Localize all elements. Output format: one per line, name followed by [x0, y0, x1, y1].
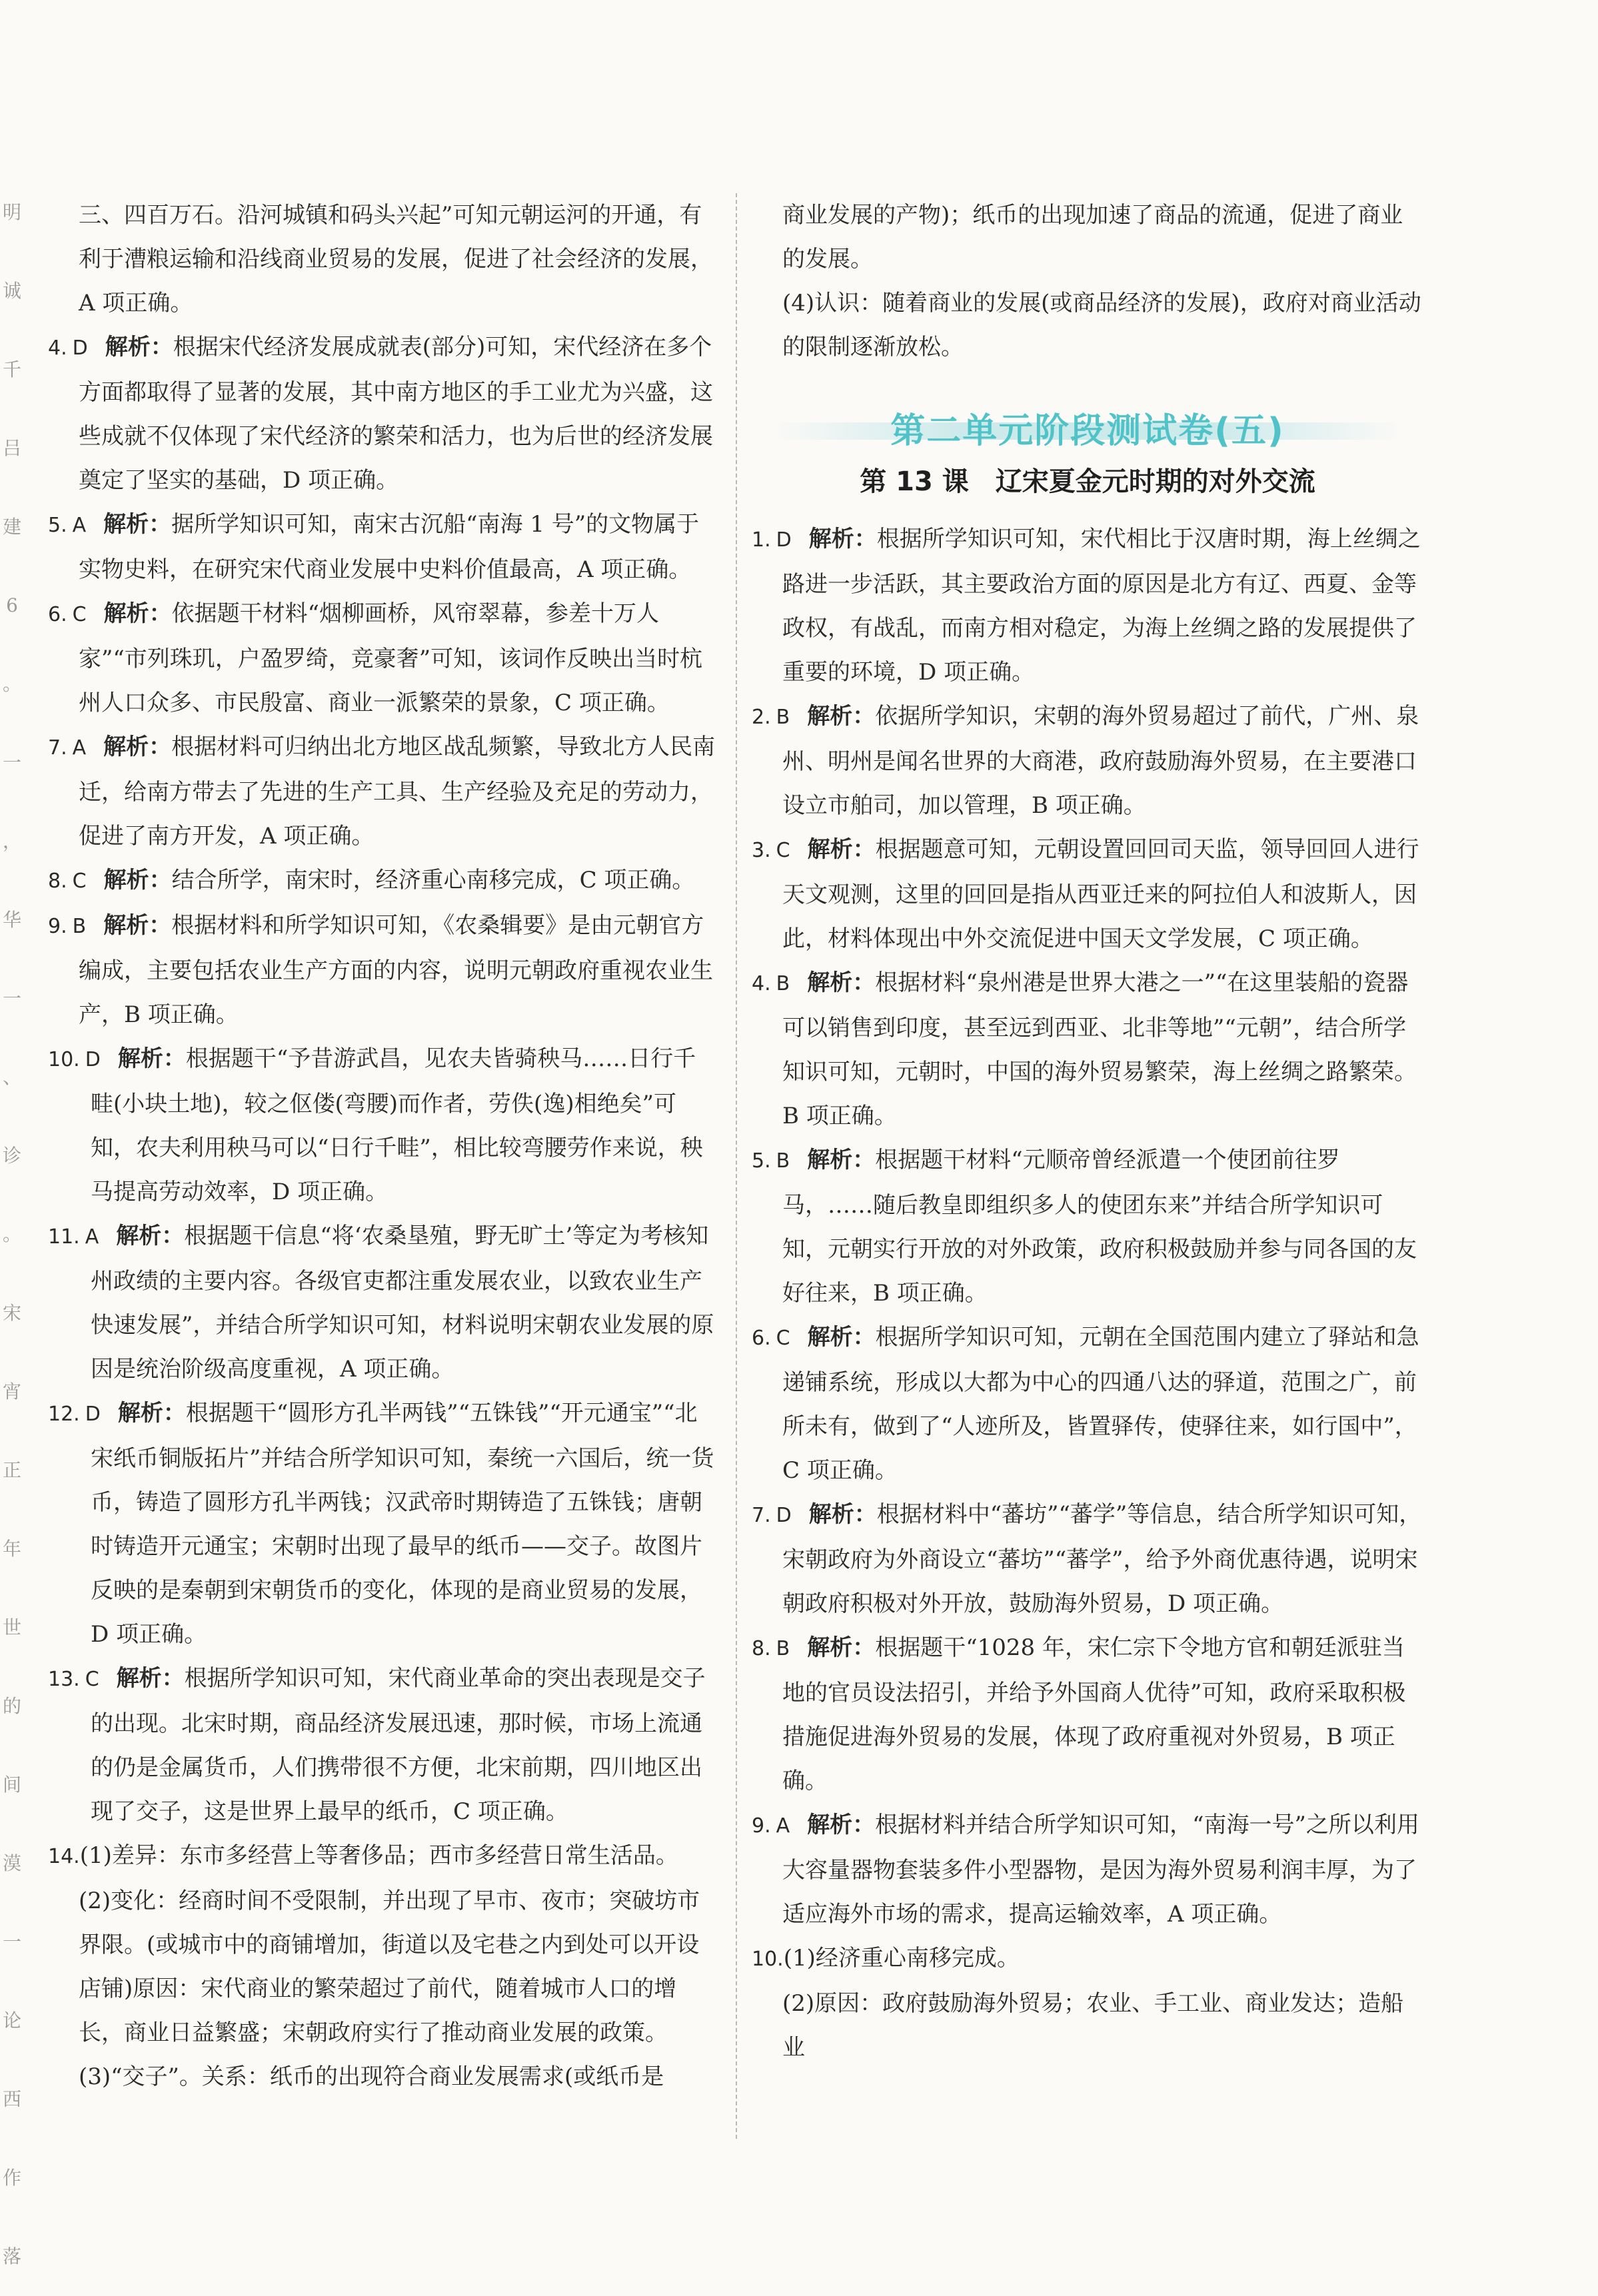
analysis-label: 解析：	[807, 1634, 876, 1661]
answer-letter: B	[776, 1149, 790, 1173]
left-column	[48, 193, 718, 2099]
question-number: 14.	[48, 1845, 80, 1868]
analysis-text: 根据题干信息“将‘农桑垦殖，野无旷土’等定为考核知州政绩的主要内容。各级官吏都注重发展农业，以致农业生产快速发展”，并结合所学知识可知，材料说明宋朝农业发展的原因是统治阶级高度重视，A 项正确。	[91, 1223, 714, 1383]
binding-mark: 。	[2, 1223, 21, 1245]
binding-mark: 世	[2, 1616, 21, 1638]
answer-item	[48, 592, 718, 725]
binding-mark: 、	[2, 1066, 21, 1088]
analysis-label: 解析：	[807, 1324, 876, 1351]
answer-item	[752, 1803, 1423, 1936]
analysis-text: 依据题干材料“烟柳画桥，风帘翠幕，参差十万人家”“市列珠玑，户盈罗绮，竞豪奢”可知，该词作反映出当时杭州人口众多、市民殷富、商业一派繁荣的景象，C 项正确。	[79, 600, 703, 716]
analysis-text: 根据宋代经济发展成就表(部分)可知，宋代经济在多个方面都取得了显著的发展，其中南方地区的手工业尤为兴盛，这些成就不仅体现了宋代经济的繁荣和活力，也为后世的经济发展奠定了坚实的基础，D 项正确。	[79, 334, 713, 494]
answer-letter: A	[72, 736, 87, 760]
answer-letter: C	[85, 1668, 99, 1691]
right-column	[752, 193, 1423, 2069]
analysis-label: 解析：	[807, 703, 876, 730]
binding-mark: 年	[2, 1538, 21, 1560]
lesson-title: 第 13 课 辽宋夏金元时期的对外交流	[860, 466, 1315, 497]
analysis-text: 根据材料并结合所学知识可知，“南海一号”之所以利用大容量器物套装多件小型器物，是因为海外贸易利润丰厚，为了适应海外市场的需求，提高运输效率，A 项正确。	[782, 1812, 1419, 1928]
q14-part2: (2)变化：经商时间不受限制，并出现了早市、夜市；突破坊市界限。(或城市中的商铺增加，街道以及宅巷之内到处可以开设店铺)原因：宋代商业的繁荣超过了前代，随着城市人口的增长，商业日益繁盛；宋朝政府实行了推动商业发展的政策。	[79, 1888, 700, 2046]
binding-mark: 诚	[2, 280, 21, 302]
analysis-label: 解析：	[807, 969, 876, 996]
binding-mark: 一	[2, 987, 21, 1009]
answer-letter: A	[776, 1814, 790, 1838]
analysis-label: 解析：	[103, 734, 172, 760]
question-number: 10.	[752, 1948, 784, 1971]
analysis-text: 根据所学知识可知，宋代相比于汉唐时期，海上丝绸之路进一步活跃，其主要政治方面的原因是北方有辽、西夏、金等政权，有战乱，而南方相对稳定，为海上丝绸之路的发展提供了重要的环境，D 项正确。	[782, 526, 1421, 686]
answer-item	[48, 903, 718, 1037]
analysis-text: 根据题意可知，元朝设置回回司天监，领导回回人进行天文观测，这里的回回是指从西亚迁来的阿拉伯人和波斯人，因此，材料体现出中外交流促进中国天文学发展，C 项正确。	[782, 836, 1419, 952]
answer-item	[48, 1391, 718, 1656]
question-number: 7.	[752, 1504, 771, 1527]
answer-item	[48, 1656, 718, 1834]
analysis-label: 解析：	[807, 1147, 876, 1173]
analysis-label: 解析：	[808, 526, 877, 552]
question-number: 10.	[48, 1048, 80, 1071]
binding-mark: 建	[2, 516, 21, 538]
q14-part4: (4)认识：随着商业的发展(或商品经济的发展)，政府对商业活动的限制逐渐放松。	[782, 290, 1421, 360]
answer-letter: B	[776, 706, 790, 729]
binding-mark: 明	[2, 201, 21, 223]
analysis-text: 根据所学知识可知，宋代商业革命的突出表现是交子的出现。北宋时期，商品经济发展迅速，那时候，市场上流通的仍是金属货币，人们携带很不方便，北宋前期，四川地区出现了交子，这是世界上最早的纸币，C 项正确。	[91, 1665, 706, 1825]
answer-letter: D	[85, 1048, 101, 1071]
continuation-text: 商业发展的产物)；纸币的出现加速了商品的流通，促进了商业的发展。	[782, 202, 1403, 273]
answer-item	[48, 725, 718, 858]
q10-part2: (2)原因：政府鼓励海外贸易；农业、手工业、商业发达；造船业	[782, 1990, 1404, 2061]
binding-mark: 正	[2, 1459, 21, 1481]
answer-letter: D	[776, 528, 792, 552]
question-number: 5.	[48, 514, 67, 537]
binding-mark: 华	[2, 909, 21, 931]
question-number: 5.	[752, 1149, 771, 1173]
answer-letter: C	[72, 603, 87, 626]
binding-mark: 的	[2, 1695, 21, 1717]
binding-mark: ，	[2, 830, 21, 852]
binding-edge-marks	[0, 173, 24, 2267]
analysis-text: 根据题干“圆形方孔半两钱”“五铢钱”“开元通宝”“北宋纸币铜版拓片”并结合所学知识可知，秦统一六国后，统一货币，铸造了圆形方孔半两钱；汉武帝时期铸造了五铢钱；唐朝时铸造开元通宝；宋朝时出现了最早的纸币——交子。故图片反映的是秦朝到宋朝货币的变化，体现的是商业贸易的发展，D 项正确。	[91, 1400, 714, 1648]
analysis-label: 解析：	[103, 511, 172, 538]
answer-item	[752, 828, 1423, 961]
analysis-text: 根据材料中“蕃坊”“蕃学”等信息，结合所学知识可知，宋朝政府为外商设立“蕃坊”“蕃学”，给予外商优惠待遇，说明宋朝政府积极对外开放，鼓励海外贸易，D 项正确。	[782, 1501, 1422, 1617]
binding-mark: 一	[2, 1931, 21, 1953]
question-number: 12.	[48, 1403, 80, 1426]
answer-item	[752, 1492, 1423, 1626]
answer-item	[752, 694, 1423, 828]
binding-mark: 宵	[2, 1381, 21, 1403]
analysis-text: 根据材料可归纳出北方地区战乱频繁，导致北方人民南迁，给南方带去了先进的生产工具、生产经验及充足的劳动力，促进了南方开发，A 项正确。	[79, 734, 716, 850]
binding-mark: 落	[2, 2245, 21, 2267]
answer-item	[48, 1037, 718, 1214]
question-number: 13.	[48, 1668, 80, 1691]
question-number: 8.	[48, 869, 67, 893]
answer-letter: C	[72, 869, 87, 893]
answer-item	[48, 1214, 718, 1391]
answer-letter: D	[72, 336, 88, 360]
binding-mark: 间	[2, 1774, 21, 1796]
binding-mark: 千	[2, 358, 21, 380]
analysis-text: 依据所学知识，宋朝的海外贸易超过了前代，广州、泉州、明州是闻名世界的大商港，政府鼓励海外贸易，在主要港口设立市舶司，加以管理，B 项正确。	[782, 703, 1419, 819]
answer-letter: A	[72, 514, 87, 537]
answer-letter: A	[85, 1225, 99, 1249]
analysis-label: 解析：	[103, 867, 172, 893]
answer-letter: D	[85, 1403, 101, 1426]
binding-mark: 吕	[2, 437, 21, 459]
answer-letter: C	[776, 839, 790, 862]
analysis-label: 解析：	[116, 1223, 185, 1249]
question-number: 6.	[48, 603, 67, 626]
question-14	[48, 1834, 718, 1879]
analysis-text: 根据题干材料“元顺帝曾经派遣一个使团前往罗马，……随后教皇即组织多人的使团东来”并结合所学知识可知，元朝实行开放的对外政策，政府积极鼓励并参与同各国的友好往来，B 项正确。	[782, 1147, 1417, 1307]
continuation-text: 三、四百万石。沿河城镇和码头兴起”可知元朝运河的开通，有利于漕粮运输和沿线商业贸易的发展，促进了社会经济的发展，A 项正确。	[79, 202, 713, 316]
binding-mark: 漠	[2, 1852, 21, 1874]
question-number: 3.	[752, 839, 771, 862]
question-number: 7.	[48, 736, 67, 760]
question-number: 1.	[752, 528, 771, 552]
answer-item	[48, 502, 718, 592]
question-number: 8.	[752, 1637, 771, 1660]
analysis-label: 解析：	[103, 912, 172, 939]
answer-item	[48, 858, 718, 903]
binding-mark: 西	[2, 2088, 21, 2110]
unit-title: 第二单元阶段测试卷(五)	[752, 409, 1423, 453]
analysis-text: 根据题干“予昔游武昌，见农夫皆骑秧马……日行千畦(小块土地)，较之伛偻(弯腰)而作者，劳佚(逸)相绝矣”可知，农夫利用秧马可以“日行千畦”，相比较弯腰劳作来说，秧马提高劳动效率，D 项正确。	[91, 1045, 703, 1205]
answer-letter: B	[776, 972, 790, 995]
question-10	[752, 1936, 1423, 1982]
answer-item	[752, 1626, 1423, 1803]
analysis-label: 解析：	[117, 1400, 186, 1427]
answer-item	[752, 1138, 1423, 1315]
binding-mark: 宋	[2, 1302, 21, 1324]
column-divider	[736, 193, 737, 2139]
answer-letter: B	[776, 1637, 790, 1660]
answer-letter: B	[72, 915, 87, 938]
question-number: 9.	[752, 1814, 771, 1838]
binding-mark: 诊	[2, 1145, 21, 1167]
q14-part3: (3)“交子”。关系：纸币的出现符合商业发展需求(或纸币是	[79, 2063, 664, 2090]
analysis-label: 解析：	[105, 334, 173, 360]
question-number: 11.	[48, 1225, 80, 1249]
analysis-text: 根据材料和所学知识可知，《农桑辑要》是由元朝官方编成，主要包括农业生产方面的内容，说明元朝政府重视农业生产，B 项正确。	[79, 912, 713, 1028]
binding-mark: 作	[2, 2167, 21, 2189]
answer-item	[752, 961, 1423, 1138]
question-number: 2.	[752, 706, 771, 729]
analysis-label: 解析：	[116, 1665, 185, 1692]
analysis-label: 解析：	[103, 600, 172, 627]
analysis-label: 解析：	[808, 1501, 877, 1528]
analysis-text: 根据题干“1028 年，宋仁宗下令地方官和朝廷派驻当地的官员设法招引，并给予外国商人优待”可知，政府采取积极措施促进海外贸易的发展，体现了政府重视对外贸易，B 项正确。	[782, 1634, 1406, 1794]
analysis-text: 根据材料“泉州港是世界大港之一”“在这里装船的瓷器可以销售到印度，甚至远到西亚、北非等地”“元朝”，结合所学知识可知，元朝时，中国的海外贸易繁荣，海上丝绸之路繁荣。B 项正确。	[782, 969, 1417, 1129]
analysis-text: 结合所学，南宋时，经济重心南移完成，C 项正确。	[171, 867, 695, 893]
binding-mark: 一	[2, 752, 21, 774]
question-number: 9.	[48, 915, 67, 938]
analysis-text: 据所学知识可知，南宋古沉船“南海 1 号”的文物属于实物史料，在研究宋代商业发展中史料价值最高，A 项正确。	[79, 511, 700, 583]
answer-item	[752, 1315, 1423, 1492]
analysis-text: 根据所学知识可知，元朝在全国范围内建立了驿站和急递铺系统，形成以大都为中心的四通八达的驿道，范围之广，前所未有，做到了“人迹所及，皆置驿传，使驿往来，如行国中”，C 项正确。	[782, 1324, 1419, 1484]
answer-letter: D	[776, 1504, 792, 1527]
question-number: 4.	[752, 972, 771, 995]
question-number: 4.	[48, 336, 67, 360]
analysis-label: 解析：	[807, 836, 876, 863]
answer-item	[48, 325, 718, 502]
question-number: 6.	[752, 1327, 771, 1350]
answer-item	[752, 517, 1423, 694]
binding-mark: 论	[2, 2009, 21, 2031]
answer-letter: C	[776, 1327, 790, 1350]
binding-mark: 。	[2, 673, 21, 695]
q14-part1: (1)差异：东市多经营上等奢侈品；西市多经营日常生活品。	[79, 1842, 678, 1869]
q10-part1: (1)经济重心南移完成。	[783, 1945, 1020, 1972]
analysis-label: 解析：	[807, 1812, 876, 1838]
analysis-label: 解析：	[117, 1045, 186, 1072]
binding-mark: 6	[6, 594, 18, 616]
